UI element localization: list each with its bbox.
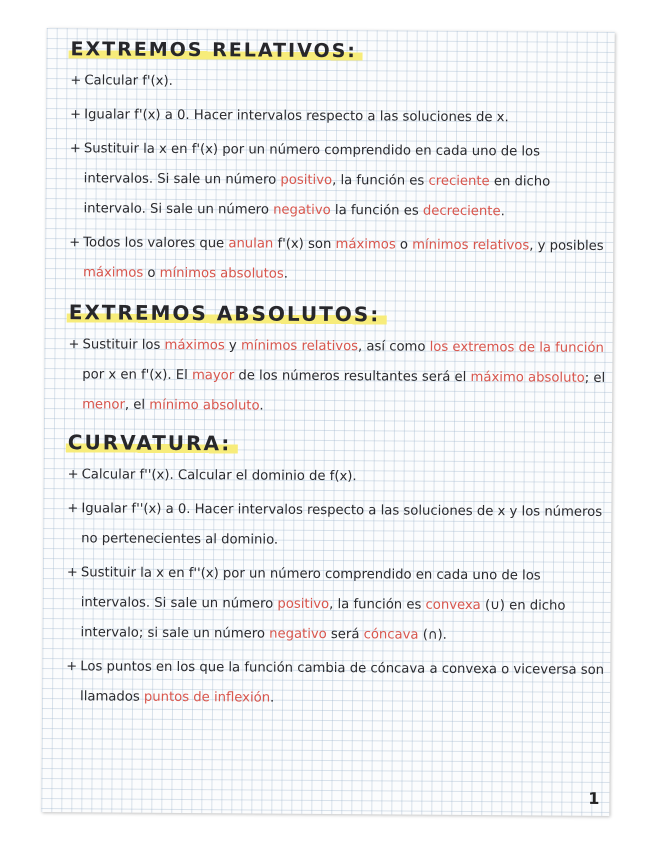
highlighted-term: máximos (335, 237, 396, 253)
bullet-item (64, 558, 605, 652)
note-text: la función es (330, 203, 423, 219)
note-text: , el (124, 397, 150, 413)
section-list (67, 66, 609, 292)
note-text: , la función es (332, 173, 429, 189)
highlighted-term: mínimos relativos (240, 338, 359, 355)
note-text: será (326, 626, 364, 643)
note-text: Calcular f''(x). Calcular el dominio de f(x). (81, 467, 357, 485)
highlighted-term: mínimos relativos (412, 237, 530, 254)
section-list (64, 460, 606, 716)
note-text: . (500, 204, 505, 220)
note-text: , la función es (329, 597, 426, 613)
bullet-item (66, 330, 607, 424)
bullet-item (64, 652, 604, 716)
note-text: . (259, 398, 264, 414)
highlighted-term: absolutos (220, 266, 284, 282)
note-text: Calcular f'(x). (84, 73, 173, 89)
bullet-item (68, 100, 608, 134)
note-text: y (224, 338, 242, 354)
page-number: 1 (588, 788, 600, 808)
note-text: ; el (584, 370, 606, 386)
note-text: Sustituir la x en f'(x) por un número comprendido en cada uno de los intervalos. Si sale un número (83, 141, 541, 188)
note-text: , y posibles (529, 238, 604, 254)
note-text: Igualar f'(x) a 0. Hacer intervalos respecto a las soluciones de x. (84, 107, 509, 126)
section-list (66, 330, 607, 424)
highlighted-term: cóncava (363, 627, 419, 643)
note-text: f'(x) son (273, 236, 336, 253)
highlighted-term: positivo (280, 172, 333, 189)
highlighted-term: mínimos (159, 265, 217, 282)
note-text: por x en f'(x). El (82, 367, 193, 384)
bullet-item (68, 66, 608, 100)
bullet-item (66, 460, 606, 494)
section-title-extremos-absolutos: EXTREMOS ABSOLUTOS: (67, 300, 387, 326)
highlighted-term: máximos (82, 265, 144, 281)
highlighted-term: puntos de inflexión (143, 689, 271, 706)
note-text: (∩). (418, 627, 447, 643)
note-text: Los puntos en los que la función cambia de cóncava a convexa o viceversa son llamados (80, 659, 605, 705)
note-text: en dicho intervalo. Si sale un número (83, 174, 551, 218)
note-text: . (270, 690, 275, 706)
notebook-page (41, 28, 614, 816)
highlighted-term: decreciente (422, 203, 501, 220)
section-title-curvatura: CURVATURA: (66, 430, 238, 455)
note-text: o (143, 265, 160, 281)
note-text: de los números resultantes será el (234, 368, 471, 385)
note-text: (∪) en dicho intervalo; si sale un número (80, 598, 566, 642)
bullet-item (67, 228, 607, 292)
note-text: Sustituir la x en f''(x) por un número comprendido en cada uno de los intervalos. Si sale un número (80, 565, 541, 612)
bullet-item (65, 494, 605, 558)
note-text: , así como (357, 339, 430, 355)
page-content (64, 34, 609, 720)
highlighted-term: menor (82, 397, 125, 413)
note-text: Sustituir los (82, 337, 165, 353)
highlighted-term: máximo absoluto (470, 369, 585, 386)
highlighted-term: máximos (164, 337, 225, 354)
highlighted-term: convexa (425, 597, 481, 614)
highlighted-term: mínimo absoluto (149, 397, 260, 414)
note-text: o (395, 237, 413, 253)
highlighted-term: creciente (428, 173, 490, 190)
note-text: Igualar f''(x) a 0. Hacer intervalos respecto a las soluciones de x y los números no pertenecientes al dominio. (81, 501, 603, 548)
highlighted-term: anulan (228, 236, 274, 252)
note-text: Todos los valores que (83, 235, 229, 252)
note-text: . (283, 266, 288, 282)
highlighted-term: positivo (277, 596, 330, 613)
highlighted-term: mayor (191, 368, 235, 384)
highlighted-term: negativo (273, 202, 331, 219)
highlighted-term: los extremos de la función (429, 339, 604, 356)
highlighted-term: negativo (269, 626, 327, 642)
section-title-extremos-relativos: EXTREMOS RELATIVOS: (69, 38, 363, 62)
bullet-item (67, 134, 608, 228)
